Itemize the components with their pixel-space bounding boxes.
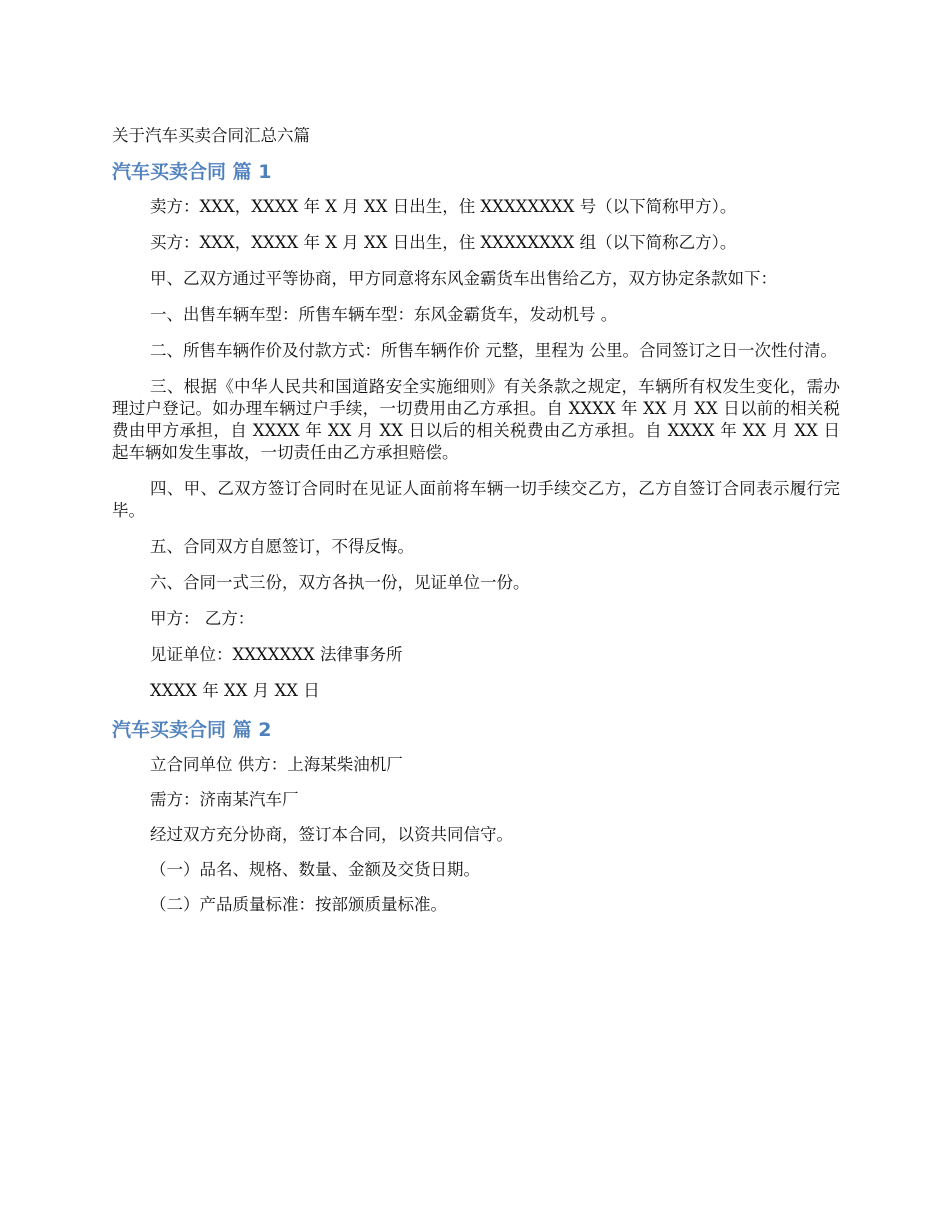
paragraph-purchaser: 需方：济南某汽车厂 xyxy=(150,790,299,809)
paragraph-date: XXXX 年 XX 月 XX 日 xyxy=(150,681,320,700)
paragraph-clause-1: 一、出售车辆车型：所售车辆车型：东风金霸货车，发动机号 。 xyxy=(150,305,618,324)
document-page xyxy=(112,122,840,929)
paragraph-buyer: 买方：XXX，XXXX 年 X 月 XX 日出生，住 XXXXXXXX 组（以下简称乙方）。 xyxy=(150,233,737,252)
paragraph-witness: 见证单位：XXXXXXX 法律事务所 xyxy=(150,645,403,664)
paragraph-seller: 卖方：XXX，XXXX 年 X 月 XX 日出生，住 XXXXXXXX 号（以下简称甲方）。 xyxy=(150,197,737,216)
paragraph-clause-3: 三、根据《中华人民共和国道路安全实施细则》有关条款之规定，车辆所有权发生变化，需办理过户登记。如办理车辆过户手续，一切费用由乙方承担。自 XXXX 年 XX 月 XX 日以前的相关税费由甲方承担，自 XXXX 年 XX 月 XX 日以后的相关税费由乙方承担。自 XXXX 年 XX 月 XX 日起车辆如发生事故，一切责任由乙方承担赔偿。 xyxy=(112,377,840,462)
paragraph-agreement: 经过双方充分协商，签订本合同，以资共同信守。 xyxy=(150,825,513,844)
paragraph-clause-2: 二、所售车辆作价及付款方式：所售车辆作价 元整，里程为 公里。合同签订之日一次性付清。 xyxy=(150,341,837,360)
section-1 xyxy=(112,158,840,702)
section-heading: 汽车买卖合同 篇 2 xyxy=(112,719,272,741)
paragraph-supplier: 立合同单位 供方：上海某柴油机厂 xyxy=(150,755,403,774)
paragraph-clause-5: 五、合同双方自愿签订，不得反悔。 xyxy=(150,537,414,556)
document-title: 关于汽车买卖合同汇总六篇 xyxy=(112,126,310,145)
section-heading: 汽车买卖合同 篇 1 xyxy=(112,161,272,183)
paragraph-clause-6: 六、合同一式三份，双方各执一份，见证单位一份。 xyxy=(150,573,530,592)
paragraph-item-2: （二）产品质量标准：按部颁质量标准。 xyxy=(150,895,447,914)
paragraph-clause-4: 四、甲、乙双方签订合同时在见证人面前将车辆一切手续交乙方，乙方自签订合同表示履行完毕。 xyxy=(112,479,840,520)
section-2 xyxy=(112,716,840,916)
paragraph-intro: 甲、乙双方通过平等协商，甲方同意将东风金霸货车出售给乙方，双方协定条款如下： xyxy=(150,269,777,288)
paragraph-item-1: （一）品名、规格、数量、金额及交货日期。 xyxy=(150,860,480,879)
paragraph-signatures: 甲方： 乙方： xyxy=(150,609,255,628)
